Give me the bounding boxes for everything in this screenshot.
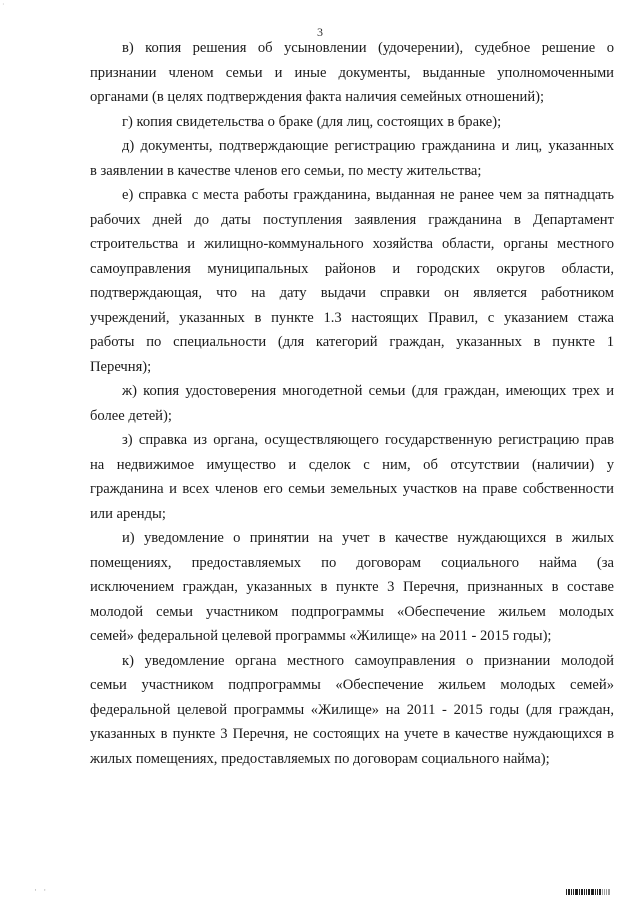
barcode-bar <box>606 889 607 895</box>
barcode-bar <box>588 889 590 895</box>
text-line: федеральной целевой программы «Жилище» на 2011 - 2015 годы (для граждан, <box>90 701 614 718</box>
text-line: работы по специальности (для категорий граждан, указанных в пункте 1 <box>90 334 614 350</box>
barcode-bar <box>566 889 567 895</box>
barcode-bar <box>575 889 578 895</box>
barcode-bar <box>581 889 583 895</box>
text-line: строительства и жилищно-коммунального хозяйства области, органы местного <box>90 236 614 252</box>
text-line: з) справка из органа, осуществляющего государственную регистрацию прав <box>122 432 614 448</box>
paragraph-i <box>90 526 614 649</box>
barcode-bar <box>597 889 598 895</box>
text-line: более детей); <box>90 407 172 424</box>
barcode-bar <box>608 889 610 895</box>
text-line: или аренды; <box>90 505 166 522</box>
barcode-bar <box>571 889 572 895</box>
text-line: указанных в пункте 3 Перечня, не состоящих на учете в качестве нуждающихся в <box>90 726 614 742</box>
text-line: учреждений, указанных в пункте 1.3 настоящих Правил, с указанием стажа <box>90 309 614 326</box>
barcode-bar <box>599 889 601 895</box>
text-line: семьи участником подпрограммы «Обеспечение жильем молодых семей» <box>90 677 614 693</box>
paragraph-zh <box>90 379 614 428</box>
scan-artifact: · <box>2 0 5 9</box>
text-line: подтверждающая, что на дату выдачи справки он является работником <box>90 285 614 301</box>
text-line: на недвижимое имущество и сделок с ним, об отсутствии (наличии) у <box>90 456 614 473</box>
document-body <box>90 36 614 771</box>
barcode-bar <box>573 889 574 895</box>
text-line: к) уведомление органа местного самоуправления о признании молодой <box>122 652 614 669</box>
text-line: помещениях, предоставляемых по договорам социального найма (за <box>90 554 614 571</box>
text-line: органами (в целях подтверждения факта наличия семейных отношений); <box>90 89 545 105</box>
text-line: Перечня); <box>90 358 152 375</box>
paragraph-d <box>90 134 614 183</box>
page-number: 3 <box>317 25 323 39</box>
barcode-icon <box>566 889 622 895</box>
barcode-bar <box>604 889 605 895</box>
paragraph-v <box>90 36 614 110</box>
text-line: рабочих дней до даты поступления заявления гражданина в Департамент <box>90 211 614 228</box>
text-line: в заявлении в качестве членов его семьи, по месту жительства; <box>90 162 482 179</box>
text-line: гражданина и всех членов его семьи земельных участков на праве собственности <box>90 481 614 497</box>
barcode-bar <box>584 889 585 895</box>
barcode-bar <box>595 889 596 895</box>
barcode-bar <box>586 889 587 895</box>
text-line: и) уведомление о принятии на учет в качестве нуждающихся в жилых <box>122 530 614 546</box>
text-line: молодой семьи участником подпрограммы «Обеспечение жильем молодых <box>90 603 614 620</box>
text-line: г) копия свидетельства о браке (для лиц, состоящих в браке); <box>122 113 502 130</box>
text-line: жилых помещениях, предоставляемых по договорам социального найма); <box>90 750 550 767</box>
text-line: д) документы, подтверждающие регистрацию гражданина и лиц, указанных <box>122 138 614 154</box>
barcode-bar <box>602 889 603 895</box>
scan-artifact: · · <box>34 885 49 895</box>
text-line: ж) копия удостоверения многодетной семьи (для граждан, имеющих трех и <box>122 383 614 399</box>
barcode-bar <box>579 889 580 895</box>
text-line: в) копия решения об усыновлении (удочерении), судебное решение о <box>122 40 614 56</box>
barcode-bar <box>591 889 594 895</box>
text-line: самоуправления муниципальных районов и городских округов области, <box>90 260 614 277</box>
paragraph-k <box>90 649 614 772</box>
text-line: е) справка с места работы гражданина, выданная не ранее чем за пятнадцать <box>122 187 614 203</box>
barcode-bar <box>568 889 570 895</box>
text-line: семей» федеральной целевой программы «Жилище» на 2011 - 2015 годы); <box>90 628 552 644</box>
paragraph-e <box>90 183 614 379</box>
paragraph-z <box>90 428 614 526</box>
text-line: признании членом семьи и иные документы, выданные уполномоченными <box>90 64 614 81</box>
text-line: исключением граждан, указанных в пункте 3 Перечня, признанных в составе <box>90 579 614 595</box>
paragraph-g <box>90 110 614 135</box>
